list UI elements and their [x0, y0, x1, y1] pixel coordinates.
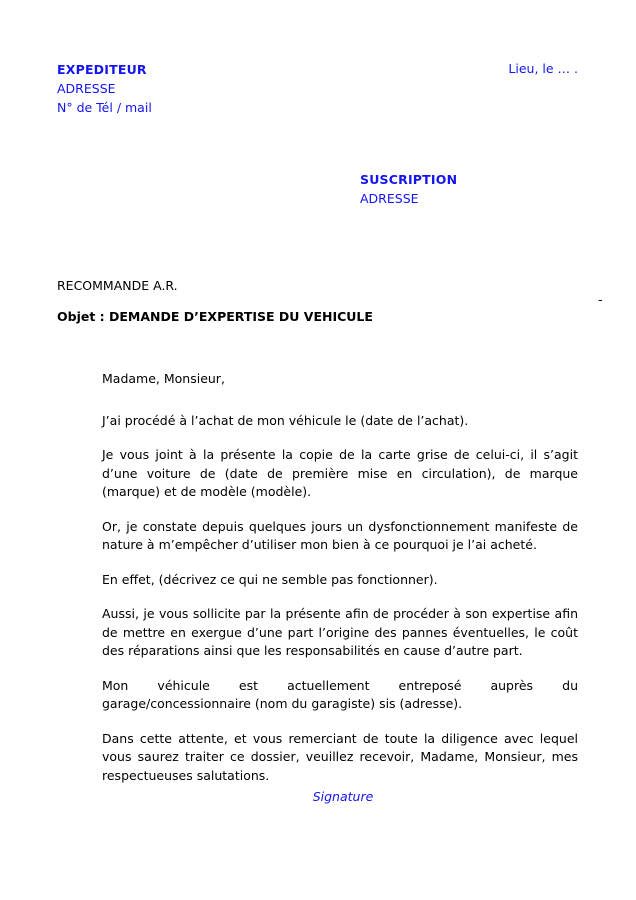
signature-line [0, 789, 636, 804]
sender-contact: N° de Tél / mail [57, 100, 152, 115]
sender-address: ADRESSE [57, 81, 116, 96]
place-and-date: Lieu, le … . [508, 61, 578, 76]
recipient-title: SUSCRIPTION [360, 172, 458, 187]
body-paragraph: Je vous joint à la présente la copie de la carte grise de celui-ci, il s’agit d’une voiture de (date de première mise en circulation), de marque (marque) et de modèle (modèle). [102, 447, 578, 499]
body-salutation: Madame, Monsieur, [102, 371, 225, 386]
sender-title: EXPEDITEUR [57, 62, 147, 77]
recipient-block [360, 170, 457, 208]
subject-line: Objet : DEMANDE D’EXPERTISE DU VEHICULE [57, 309, 373, 324]
mail-type-line: RECOMMANDE A.R. [57, 278, 178, 293]
recipient-address: ADRESSE [360, 191, 419, 206]
stray-dash-mark: - [598, 292, 603, 307]
letter-body [102, 370, 578, 785]
body-paragraph: Mon véhicule est actuellement entreposé auprès du garage/concessionnaire (nom du garagiste) sis (adresse). [102, 677, 578, 711]
body-paragraph: J’ai procédé à l’achat de mon véhicule le (date de l’achat). [102, 412, 469, 428]
body-paragraph: Or, je constate depuis quelques jours un dysfonctionnement manifeste de nature à m’empêcher d’utiliser mon bien à ce pourquoi je l’ai acheté. [102, 518, 578, 552]
signature-label: Signature [312, 789, 374, 804]
body-paragraph: Dans cette attente, et vous remerciant de toute la diligence avec lequel vous saurez traiter ce dossier, veuillez recevoir, Madame, Monsieur, mes respectueuses salutations. [102, 730, 578, 783]
body-paragraph: En effet, (décrivez ce qui ne semble pas fonctionner). [102, 571, 438, 587]
sender-block [57, 60, 152, 117]
body-paragraph: Aussi, je vous sollicite par la présente afin de procéder à son expertise afin de mettre en exergue d’une part l’origine des pannes éventuelles, le coût des réparations ainsi que les responsabilités en cause d’autre part. [102, 606, 578, 658]
